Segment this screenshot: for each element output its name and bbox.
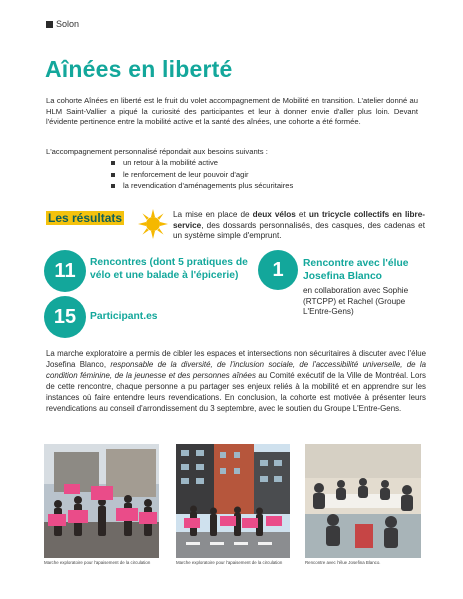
stat-label-participants: Participant.es xyxy=(90,311,158,322)
results-text-part: La mise en place de xyxy=(173,210,253,219)
stat-label-meetings: Rencontres (dont 5 pratiques de vélo et une balade à l'épicerie) xyxy=(90,257,248,281)
needs-item: un retour à la mobilité active xyxy=(110,157,293,169)
photo-caption: Marche exploratoire pour l'apaisement de la circulation xyxy=(44,560,151,565)
page-title: Aînées en liberté xyxy=(45,56,233,82)
stat-number-elected-meeting: 1 xyxy=(258,250,298,290)
photo-march-street xyxy=(176,444,290,558)
results-text-bold: un tricycle collectifs en libre-service xyxy=(173,210,425,230)
outcome-text: au Comité exécutif de la Ville de Montréal. Lors de cette rencontre, chaque personne a pu partager ses enjeux reliés à la mobilité et en apprendre sur les instances où faire entendre leurs revendications. En conclusion, la cohorte est motivée à présenter leurs revendications au conseil d'arrondissement du 3 septembre, avec le soutien du Groupe L'Entre-Gens. xyxy=(46,370,426,413)
results-text-part: , des dossards personnalisés, des casques, des cadenas et un système simple d'emprunt. xyxy=(173,220,425,241)
brand-logo-icon xyxy=(46,21,53,28)
photo-march-group xyxy=(44,444,159,558)
stat-label-elected-meeting: Rencontre avec l'élue Josefina Blanco xyxy=(303,258,409,282)
stat-number-participants: 15 xyxy=(44,296,86,338)
results-text-bold: deux vélos xyxy=(252,210,296,219)
needs-item: la revendication d'aménagements plus sécuritaires xyxy=(110,180,293,192)
outcome-paragraph xyxy=(46,349,426,414)
results-text-part: et xyxy=(295,210,309,219)
outcome-text: La marche exploratoire a permis de cibler les espaces et intersections non sécuritaires à discuter avec l'élue Josefina Blanco, xyxy=(46,349,426,369)
needs-intro: L'accompagnement personnalisé répondait aux besoins suivants : xyxy=(46,147,268,156)
photo-caption: Marche exploratoire pour l'apaisement de la circulation xyxy=(176,560,283,565)
photo-meeting xyxy=(305,444,421,558)
outcome-text-italic: responsable de la diversité, de l'inclusion sociale, de l'accessibilité universelle, de la condition féminine, de la jeunesse et des personnes aînées xyxy=(46,359,426,380)
stat-number-meetings: 11 xyxy=(44,250,86,292)
results-heading: Les résultats xyxy=(48,211,123,225)
needs-list xyxy=(110,157,293,192)
sun-icon xyxy=(137,208,169,240)
intro-paragraph: La cohorte Aînées en liberté est le fruit du volet accompagnement de Mobilité en transition. L'atelier donné au HLM Saint-Vallier a piqué la curiosité des participantes et leur à donner envie d'aller plus loin. Devant l'évidente pertinence entre la mobilité active et la santé des aînées, une cohorte a été formée. xyxy=(46,96,418,127)
results-text xyxy=(173,210,425,242)
brand-name: Solon xyxy=(56,19,80,29)
stat-detail-collaboration: en collaboration avec Sophie (RTCPP) et Rachel (Groupe L'Entre-Gens) xyxy=(303,286,409,317)
brand xyxy=(46,19,79,29)
needs-item: le renforcement de leur pouvoir d'agir xyxy=(110,169,293,181)
photo-caption: Rencontre avec l'élue Josefina Blanco. xyxy=(305,560,381,565)
